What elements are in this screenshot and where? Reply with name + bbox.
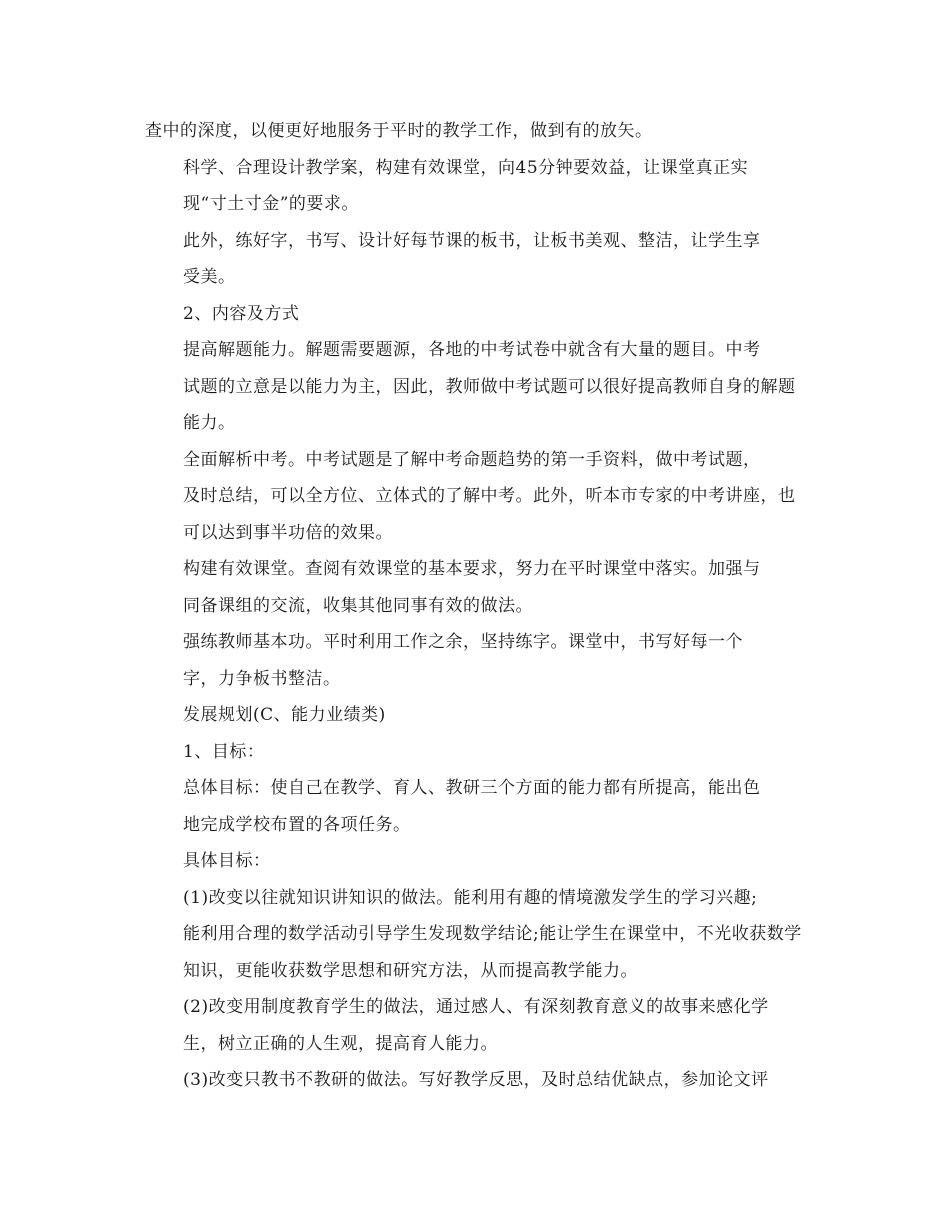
paragraph: [145, 551, 810, 624]
paragraph: [145, 223, 810, 296]
text-line: 可以达到事半功倍的效果。: [183, 522, 393, 543]
text-line: (2)改变用制度教育学生的做法，通过感人、有深刻教育意义的故事来感化学: [183, 997, 769, 1017]
paragraph: [145, 113, 810, 150]
text-line: 地完成学校布置的各项任务。: [183, 814, 411, 835]
text-line: 构建有效课堂。查阅有效课堂的基本要求，努力在平时课堂中落实。加强与: [183, 559, 761, 579]
text-line: 1、目标：: [183, 741, 265, 762]
text-line: 具体目标：: [183, 851, 271, 871]
text-line: 能力。: [183, 413, 236, 433]
text-line: 现“寸土寸金”的要求。: [183, 194, 359, 214]
text-line: 查中的深度，以便更好地服务于平时的教学工作，做到有的放矢。: [145, 121, 653, 141]
paragraph: [145, 332, 810, 442]
paragraph: [145, 697, 810, 734]
text-line: 总体目标：使自己在教学、育人、教研三个方面的能力都有所提高，能出色: [183, 778, 761, 798]
text-line: 此外，练好字，书写、设计好每节课的板书，让板书美观、整洁，让学生享: [183, 230, 761, 251]
paragraph: [145, 880, 810, 990]
text-line: 字，力争板书整洁。: [183, 668, 341, 689]
text-line: 全面解析中考。中考试题是了解中考命题趋势的第一手资料，做中考试题，: [183, 449, 761, 470]
text-line: 试题的立意是以能力为主，因此，教师做中考试题可以很好提高教师自身的解题: [183, 376, 796, 397]
text-line: 生，树立正确的人生观，提高育人能力。: [183, 1033, 498, 1054]
paragraph: [145, 734, 810, 771]
paragraph: [145, 843, 810, 880]
paragraph: [145, 770, 810, 843]
text-line: (3)改变只教书不教研的做法。写好教学反思，及时总结优缺点，参加论文评: [183, 1070, 769, 1090]
text-line: 强练教师基本功。平时利用工作之余，坚持练字。课堂中，书写好每一个: [183, 632, 743, 652]
text-line: 能利用合理的数学活动引导学生发现数学结论;能让学生在课堂中，不光收获数学: [183, 924, 802, 944]
paragraph: [145, 989, 810, 1062]
paragraph: [145, 442, 810, 552]
text-line: 提高解题能力。解题需要题源，各地的中考试卷中就含有大量的题目。中考: [183, 340, 761, 360]
text-line: 发展规划(C、能力业绩类): [183, 705, 386, 725]
text-line: 知识，更能收获数学思想和研究方法，从而提高教学能力。: [183, 960, 638, 981]
text-line: 受美。: [183, 267, 236, 287]
paragraph: [145, 624, 810, 697]
text-line: 同备课组的交流，收集其他同事有效的做法。: [183, 595, 533, 616]
paragraph: [145, 150, 810, 223]
text-line: 科学、合理设计教学案，构建有效课堂，向45分钟要效益，让课堂真正实: [183, 157, 749, 178]
paragraph: [145, 296, 810, 333]
paragraph: [145, 1062, 810, 1099]
text-line: (1)改变以往就知识讲知识的做法。能利用有趣的情境激发学生的学习兴趣;: [183, 887, 758, 908]
document-body: [145, 113, 810, 1099]
text-line: 2、内容及方式: [183, 303, 300, 324]
text-line: 及时总结，可以全方位、立体式的了解中考。此外，听本市专家的中考讲座，也: [183, 486, 796, 506]
